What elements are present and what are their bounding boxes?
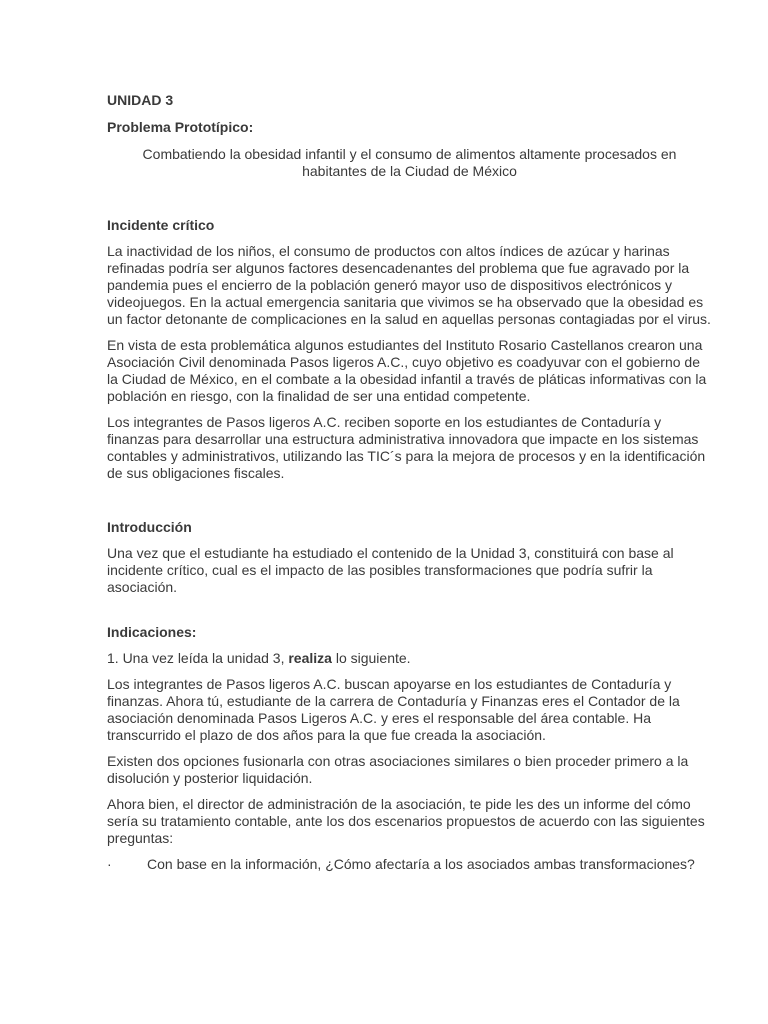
instruction-step-1 [107,650,712,667]
bullet-marker: · [107,856,112,872]
incident-paragraph-2: En vista de esta problemática algunos estudiantes del Instituto Rosario Castellanos crearon una Asociación Civil denominada Pasos ligeros A.C., cuyo objetivo es coadyuvar con el gobierno de la Ciudad de México, en el combate a la obesidad infantil a través de pláticas informativas con la población en riesgo, con la finalidad de ser una entidad competente. [107,337,707,404]
unit-title: UNIDAD 3 [107,92,174,108]
step1-bold: realiza [288,650,332,666]
incident-paragraph-3: Los integrantes de Pasos ligeros A.C. reciben soporte en los estudiantes de Contaduría y finanzas para desarrollar una estructura administrativa innovadora que impacte en los sistemas contables y administrativos, utilizando las TIC´s para la mejora de procesos y en la identificación de sus obligaciones fiscales. [107,414,706,481]
instructions-paragraph-2: Existen dos opciones fusionarla con otras asociaciones similares o bien proceder primero a la disolución y posterior liquidación. [107,753,689,786]
intro-paragraph: Una vez que el estudiante ha estudiado el contenido de la Unidad 3, constituirá con base al incidente crítico, cual es el impacto de las posibles transformaciones que podría sufrir la asociación. [107,545,674,595]
intro-heading: Introducción [107,519,192,535]
problem-label: Problema Prototípico: [107,119,254,135]
incident-paragraph-1: La inactividad de los niños, el consumo de productos con altos índices de azúcar y harinas refinadas podría ser algunos factores desencadenantes del problema que fue agravado por la pandemia pues el encierro de la población generó mayor uso de dispositivos electrónicos y videojuegos. En la actual emergencia sanitaria que vivimos se ha observado que la obesidad es un factor detonante de complicaciones en la salud en aquellas personas contagiadas por el virus. [107,243,711,327]
step1-prefix: 1. Una vez leída la unidad 3, [107,650,289,666]
bullet-text: Con base en la información, ¿Cómo afectaría a los asociados ambas transformaciones? [147,856,695,872]
bullet-item [107,856,712,873]
problem-text: Combatiendo la obesidad infantil y el consumo de alimentos altamente procesados en habitantes de la Ciudad de México [142,146,677,179]
instructions-paragraph-1: Los integrantes de Pasos ligeros A.C. buscan apoyarse en los estudiantes de Contaduría y finanzas. Ahora tú, estudiante de la carrera de Contaduría y Finanzas eres el Contador de la asociación denominada Pasos Ligeros A.C. y eres el responsable del área contable. Ha transcurrido el plazo de dos años para la que fue creada la asociación. [107,676,680,743]
incident-heading: Incidente crítico [107,217,215,233]
instructions-heading: Indicaciones: [107,624,197,640]
step1-suffix: lo siguiente. [331,650,411,666]
instructions-paragraph-3: Ahora bien, el director de administración de la asociación, te pide les des un informe del cómo sería su tratamiento contable, ante los dos escenarios propuestos de acuerdo con las siguientes preguntas: [107,796,705,846]
